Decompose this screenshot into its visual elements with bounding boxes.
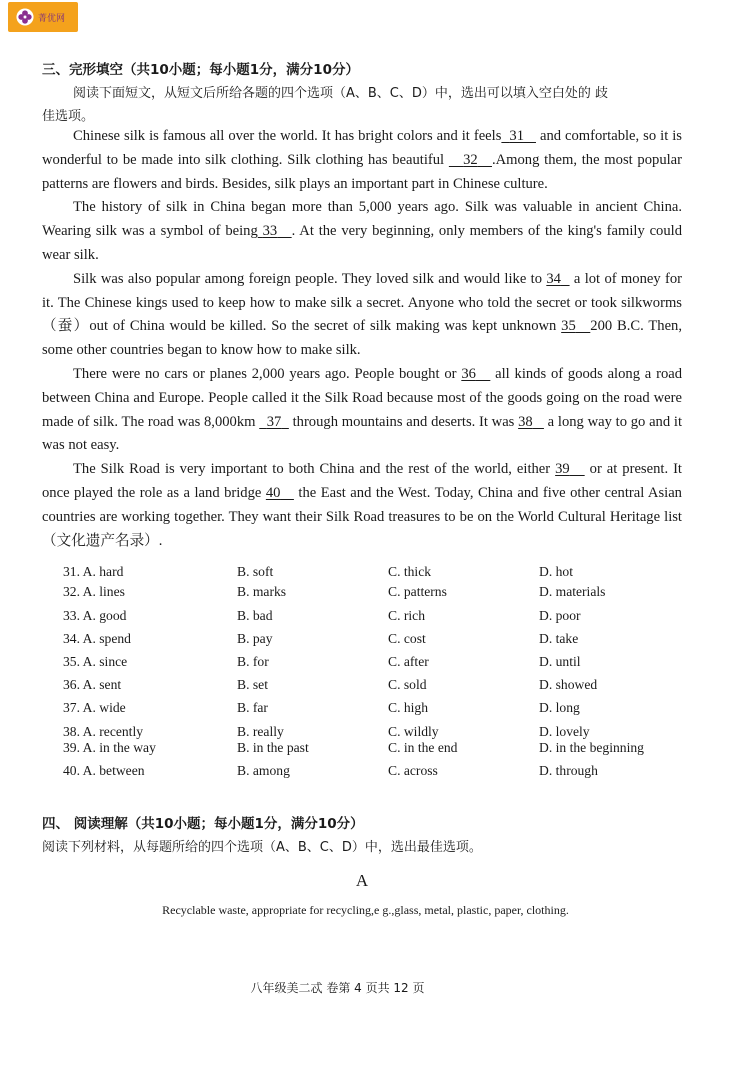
option-b: B. among — [237, 763, 290, 778]
text: . At the very beginning, only members of the king's family could wear silk. — [42, 223, 682, 263]
option-c: C. rich — [388, 608, 425, 623]
blank-37: 37 — [266, 413, 282, 430]
blank-32: 32 — [463, 151, 478, 168]
text: the East and the West. Today, China and five other central Asian countries are working together. They want their Silk Road treasures to be on the World Cultural Heritage list（文化遗产名录）. — [42, 484, 682, 549]
blank-31: 31 — [509, 128, 524, 144]
blank-38: 38 — [518, 413, 533, 430]
option-b: B. set — [237, 677, 268, 692]
option-a: 39. A. in the way — [63, 740, 156, 755]
logo-text: 菁优网 — [38, 14, 66, 24]
text: The history of silk in China began more than 5,000 years ago. Silk was valuable in ancient China. Wearing silk was a symbol of being — [42, 199, 682, 240]
option-a: 37. A. wide — [63, 700, 126, 715]
text: and comfortable, so it is wonderful to be made into silk clothing. Silk clothing has beautiful — [42, 128, 682, 168]
option-a: 40. A. between — [63, 763, 145, 778]
option-a: 36. A. sent — [63, 677, 122, 692]
option-d: D. take — [539, 631, 579, 646]
option-d: D. in the beginning — [539, 740, 644, 755]
section3-instruction-line1: 阅读下面短文，从短文后所给各题的四个选项（A、B、C、D）中，选出可以填入空白处的 歧 — [73, 86, 609, 101]
option-d: D. long — [539, 700, 580, 715]
option-c: C. across — [388, 763, 438, 778]
blank-35: 35 — [561, 318, 576, 335]
option-b: B. marks — [237, 584, 287, 599]
text: all kinds of goods along a road between China and Europe. People called it the Silk Road because most of the goods going on the road were made of silk. The road was 8,000km — [42, 365, 683, 430]
option-a: 35. A. since — [63, 654, 128, 669]
section3-instruction-line2: 佳选项。 — [42, 109, 95, 124]
blank-33: 33 — [262, 223, 278, 240]
paragraph-3 — [42, 268, 682, 363]
option-c: C. in the end — [388, 740, 458, 755]
blank-39: 39 — [555, 461, 570, 478]
blank-34: 34 — [546, 270, 561, 287]
option-c: C. high — [388, 700, 429, 715]
section3-heading: 三、完形填空（共10小题；每小题1分，满分10分） — [42, 62, 359, 78]
paragraph-1 — [42, 125, 682, 196]
option-b: B. pay — [237, 631, 273, 646]
option-d: D. hot — [539, 564, 573, 579]
option-c: C. thick — [388, 564, 432, 579]
option-a: 34. A. spend — [63, 631, 131, 646]
option-b: B. really — [237, 724, 284, 739]
blank-40: 40 — [265, 484, 281, 501]
site-logo — [8, 2, 78, 32]
text: a long way to go and it was not easy. — [42, 413, 683, 454]
text: Silk was also popular among foreign people. They loved silk and would like to — [73, 270, 547, 287]
option-c: C. patterns — [388, 584, 447, 599]
section4-heading: 四、 阅读理解（共10小题；每小题1分，满分10分） — [42, 816, 364, 832]
text: through mountains and deserts. It was — [288, 413, 519, 430]
paragraph-5 — [42, 458, 682, 553]
option-d: D. materials — [539, 584, 606, 599]
option-b: B. in the past — [237, 740, 309, 755]
blank-36: 36 — [461, 365, 476, 382]
option-b: B. for — [237, 654, 269, 669]
image-caption: Recyclable waste, appropriate for recycling,e g.,glass, metal, plastic, paper, clothing. — [162, 903, 569, 917]
option-b: B. bad — [237, 608, 273, 623]
option-a: 33. A. good — [63, 608, 127, 623]
option-b: B. far — [237, 700, 268, 715]
option-d: D. poor — [539, 608, 581, 623]
option-d: D. through — [539, 763, 598, 778]
text: Chinese silk is famous all over the world. It has bright colors and it feels — [73, 128, 502, 144]
section4-instruction: 阅读下列材料，从每题所给的四个选项（A、B、C、D）中，选出最佳选项。 — [42, 840, 482, 855]
option-d: D. showed — [539, 677, 598, 692]
paragraph-4 — [42, 363, 682, 458]
option-a: 38. A. recently — [63, 724, 144, 739]
option-d: D. until — [539, 654, 581, 669]
paragraph-2 — [42, 196, 682, 267]
page-footer: 八年级美二忒 卷第 4 页共 12 页 — [250, 981, 425, 995]
flower-icon — [16, 8, 34, 26]
option-c: C. cost — [388, 631, 426, 646]
text: There were no cars or planes 2,000 years ago. People bought or — [73, 365, 462, 382]
option-d: D. lovely — [539, 724, 590, 739]
option-c: C. sold — [388, 677, 427, 692]
text: or at present. It once played the role as a land bridge — [42, 461, 682, 501]
cloze-passage — [42, 125, 682, 553]
option-c: C. after — [388, 654, 429, 669]
option-a: 32. A. lines — [63, 584, 125, 599]
option-c: C. wildly — [388, 724, 439, 739]
text: 200 B.C. Then, some other countries began to know how to make silk. — [42, 318, 682, 359]
option-a: 31. A. hard — [63, 564, 124, 579]
text: a lot of money for it. The Chinese kings used to keep how to make silk a secret. Anyone who told the secret or took silkworms（蚕）out of China would be killed. So the secret of silk making was kept unknown — [42, 270, 682, 335]
part-label: A — [355, 871, 369, 890]
text: .Among them, the most popular patterns are flowers and birds. Besides, silk plays an important part in Chinese culture. — [42, 151, 683, 192]
text: The Silk Road is very important to both China and the rest of the world, either — [73, 461, 556, 478]
option-b: B. soft — [237, 564, 274, 579]
